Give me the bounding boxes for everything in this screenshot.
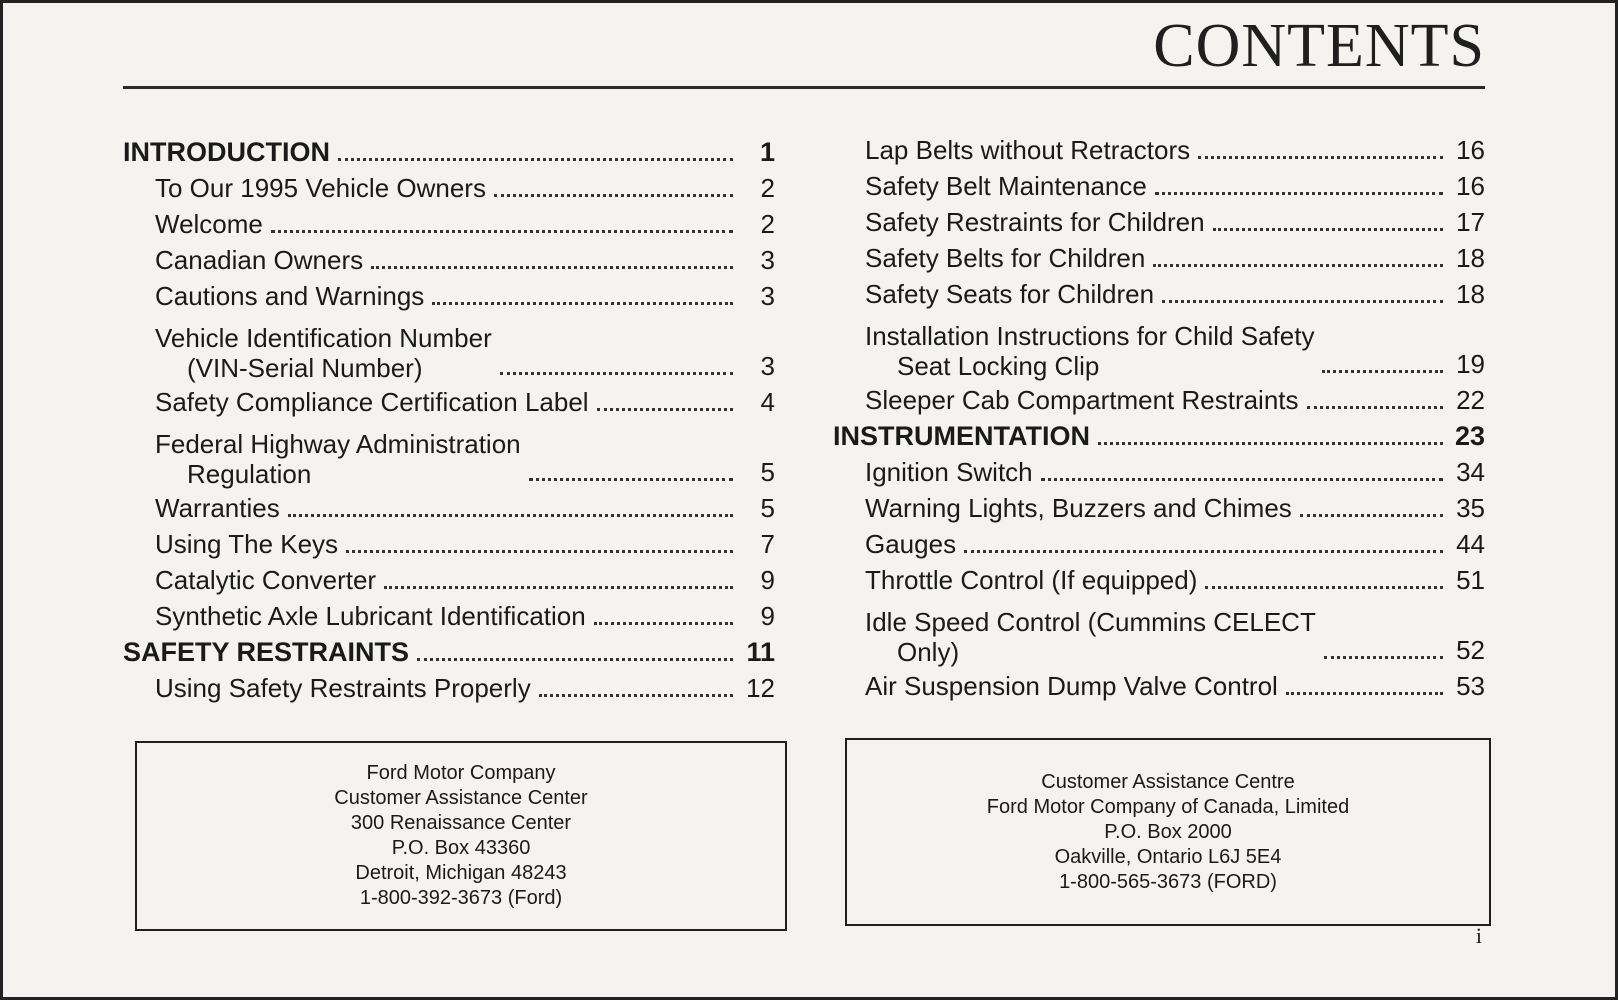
toc-page-number: 3 [760,245,775,275]
toc-entry[interactable] [833,275,1485,311]
toc-entry-label: Catalytic Converter [155,565,377,595]
dot-leader [271,228,733,233]
dot-leader [1153,262,1443,267]
toc-entry-label: Sleeper Cab Compartment Restraints [865,385,1299,415]
toc-entry[interactable] [123,277,775,313]
toc-page-number: 2 [760,173,775,203]
address-line: Detroit, Michigan 48243 [355,862,567,884]
toc-entry-label: Safety Compliance Certification Label [155,387,589,417]
toc-entry[interactable] [123,383,775,419]
toc-entry[interactable] [833,203,1485,239]
toc-entry[interactable] [833,561,1485,597]
toc-page-number: 18 [1456,243,1485,273]
dot-leader [288,512,733,517]
dot-leader [597,406,733,411]
dot-leader [1155,190,1443,195]
dot-leader [346,548,733,553]
address-line: Ford Motor Company [366,762,556,784]
toc-entry-label: Canadian Owners [155,245,364,275]
toc-entry-label: Warranties [155,493,280,523]
toc-entry-label: INTRODUCTION [123,137,330,167]
toc-page-number: 44 [1456,529,1485,559]
toc-page-number: 5 [760,457,775,487]
dot-leader [371,264,733,269]
toc-page-number: 18 [1456,279,1485,309]
dot-leader [1322,368,1443,373]
dot-leader [529,476,733,481]
toc-page-number: 34 [1456,457,1485,487]
toc-entry-label: Safety Belt Maintenance [865,171,1147,201]
dot-leader [594,620,733,625]
toc-page-number: 22 [1456,385,1485,415]
toc-entry[interactable] [123,525,775,561]
toc-entry[interactable] [123,169,775,205]
address-line: P.O. Box 2000 [1104,820,1232,843]
toc-entry[interactable] [833,131,1485,167]
toc-entry-label: Warning Lights, Buzzers and Chimes [865,493,1292,523]
toc-page-number: 19 [1456,349,1485,379]
toc-entry[interactable] [833,525,1485,561]
toc-entry-label: SAFETY RESTRAINTS [123,637,410,667]
toc-entry[interactable] [123,597,775,633]
address-box-usa [135,741,787,931]
toc-entry-label: Gauges [865,529,957,559]
address-line: Customer Assistance Center [334,787,588,809]
toc-page-number: 52 [1456,635,1485,665]
toc-entry[interactable] [123,561,775,597]
dot-leader [964,548,1443,553]
toc-left-column [123,133,775,705]
address-line: Ford Motor Company of Canada, Limited [986,795,1350,818]
dot-leader [338,156,733,161]
toc-entry[interactable] [833,667,1485,703]
title-rule [123,86,1485,89]
toc-entry-label: Lap Belts without Retractors [865,135,1191,165]
toc-page-number: 9 [760,601,775,631]
toc-entry[interactable] [123,313,775,383]
toc-entry[interactable] [833,167,1485,203]
address-line: Oakville, Ontario L6J 5E4 [1054,845,1282,868]
toc-entry-label: Throttle Control (If equipped) [865,565,1198,595]
address-line: 300 Renaissance Center [350,812,572,834]
toc-entry-label: Synthetic Axle Lubricant Identification [155,601,586,631]
toc-entry-label: Using The Keys [155,529,339,559]
toc-page-number: 3 [760,281,775,311]
toc-entry[interactable] [123,205,775,241]
page-title: CONTENTS [1153,12,1485,80]
toc-entry[interactable] [833,453,1485,489]
dot-leader [500,370,733,375]
dot-leader [1041,476,1443,481]
toc-page-number: 23 [1454,421,1485,451]
dot-leader [1300,512,1443,517]
toc-entry-label: Ignition Switch [865,457,1033,487]
dot-leader [1324,654,1443,659]
toc-page-number: 11 [746,637,775,667]
toc-page-number: 17 [1456,207,1485,237]
toc-entry-label: Idle Speed Control (Cummins CELECT Only) [865,607,1316,667]
dot-leader [1286,690,1443,695]
address-line: P.O. Box 43360 [391,837,531,859]
toc-section-heading[interactable] [833,417,1485,453]
toc-page-number: 9 [760,565,775,595]
toc-entry-label: INSTRUMENTATION [833,421,1090,451]
toc-entry-label: Installation Instructions for Child Safety Seat Locking Clip [865,321,1315,381]
toc-section-heading[interactable] [123,633,775,669]
toc-entry[interactable] [123,419,775,489]
toc-entry[interactable] [123,489,775,525]
dot-leader [494,192,733,197]
toc-entry-label: Welcome [155,209,263,239]
dot-leader [539,692,733,697]
dot-leader [432,300,733,305]
toc-page-number: 12 [746,673,775,703]
toc-entry-label: Safety Belts for Children [865,243,1146,273]
address-phone: 1-800-392-3673 (Ford) [359,887,563,909]
toc-entry-label: Cautions and Warnings [155,281,425,311]
toc-entry-label: Federal Highway Administration Regulation [155,429,521,489]
toc-entry-label: To Our 1995 Vehicle Owners [155,173,486,203]
toc-page-number: 5 [760,493,775,523]
dot-leader [1098,440,1443,445]
address-phone: 1-800-565-3673 (FORD) [1059,870,1277,893]
address-box-canada [845,738,1491,926]
toc-page-number: 35 [1456,493,1485,523]
toc-page-number: 16 [1456,171,1485,201]
address-line: Customer Assistance Centre [1041,770,1295,793]
toc-page-number: 53 [1456,671,1485,701]
toc-entry[interactable] [833,489,1485,525]
toc-page-number: 2 [760,209,775,239]
toc-page-number: 7 [760,529,775,559]
dot-leader [1198,154,1443,159]
toc-entry[interactable] [123,241,775,277]
toc-entry[interactable] [123,669,775,705]
toc-page-number: 4 [760,387,775,417]
dot-leader [1205,584,1443,589]
toc-section-heading[interactable] [123,133,775,169]
toc-entry-label: Safety Restraints for Children [865,207,1205,237]
dot-leader [1213,226,1443,231]
dot-leader [417,656,733,661]
toc-entry[interactable] [833,381,1485,417]
toc-entry-label: Using Safety Restraints Properly [155,673,531,703]
toc-entry[interactable] [833,597,1485,667]
toc-page-number: 3 [760,351,775,381]
dot-leader [384,584,733,589]
toc-entry-label: Safety Seats for Children [865,279,1155,309]
toc-entry-label: Air Suspension Dump Valve Control [865,671,1278,701]
toc-entry[interactable] [833,239,1485,275]
dot-leader [1307,404,1443,409]
page-number: i [1475,923,1482,948]
toc-entry[interactable] [833,311,1485,381]
toc-page-number: 1 [759,137,775,167]
toc-page-number: 16 [1456,135,1485,165]
toc-entry-label: Vehicle Identification Number (VIN-Serial Number) [155,323,492,383]
toc-right-column [833,131,1485,703]
dot-leader [1162,298,1443,303]
toc-page-number: 51 [1456,565,1485,595]
